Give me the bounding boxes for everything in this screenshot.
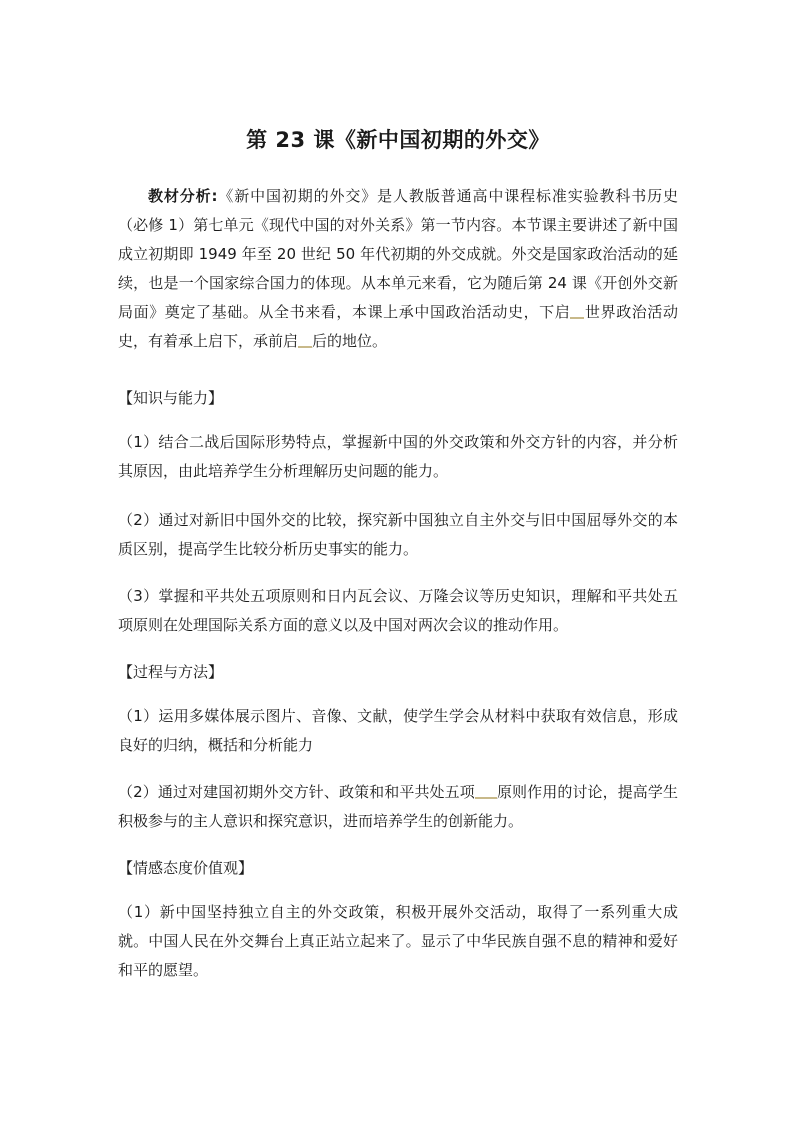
analysis-text-3: 后的地位。: [312, 332, 388, 350]
analysis-text-1: 《新中国初期的外交》是人教版普通高中课程标准实验教科书历史（必修 1）第七单元《现代中国的对外关系》第一节内容。本节课主要讲述了新中国成立初期即 1949 年至 20 世纪 50 年代初期的外交成就。外交是国家政治活动的延续，也是一个国家综合国力的体现。从本单元来看，它为随后第 24 课《开创外交新局面》奠定了基础。从全书来看，本课上承中国政治活动史，下启: [118, 187, 678, 321]
edit-mark: [475, 797, 497, 799]
section-heading-values: 【情感态度价值观】: [118, 859, 254, 877]
process-item-2-part-1: （2）通过对建国初期外交方针、政策和和平共处五项: [118, 783, 475, 801]
process-item-2: [118, 778, 678, 836]
analysis-text-2: 世界政治活动史，有着承上启下，承前启: [118, 303, 678, 350]
values-item-1: （1）新中国坚持独立自主的外交政策，积极开展外交活动，取得了一系列重大成就。中国人民在外交舞台上真正站立起来了。显示了中华民族自强不息的精神和爱好和平的愿望。: [118, 903, 678, 979]
process-item-1: （1）运用多媒体展示图片、音像、文献，使学生学会从材料中获取有效信息，形成良好的归纳，概括和分析能力: [118, 707, 678, 754]
knowledge-item-2: （2）通过对新旧中国外交的比较，探究新中国独立自主外交与旧中国屈辱外交的本质区别，提高学生比较分析历史事实的能力。: [118, 511, 678, 558]
knowledge-item-3: （3）掌握和平共处五项原则和日内瓦会议、万隆会议等历史知识，理解和平共处五项原则在处理国际关系方面的意义以及中国对两次会议的推动作用。: [118, 587, 678, 634]
analysis-paragraph: [118, 182, 678, 356]
section-heading-process: 【过程与方法】: [118, 663, 224, 681]
section-heading-knowledge: 【知识与能力】: [118, 389, 224, 407]
knowledge-item-1: （1）结合二战后国际形势特点，掌握新中国的外交政策和外交方针的内容，并分析其原因，由此培养学生分析理解历史问题的能力。: [118, 433, 678, 480]
analysis-label: 教材分析:: [148, 187, 218, 205]
page-title: 第 23 课《新中国初期的外交》: [246, 128, 550, 152]
edit-mark: [298, 346, 312, 348]
document-page: [118, 0, 678, 1123]
edit-mark: [570, 317, 584, 319]
process-item-2-part-2: 原则作用的讨论，提高学生积极参与的主人意识和探究意识，进而培养学生的创新能力。: [118, 783, 678, 830]
